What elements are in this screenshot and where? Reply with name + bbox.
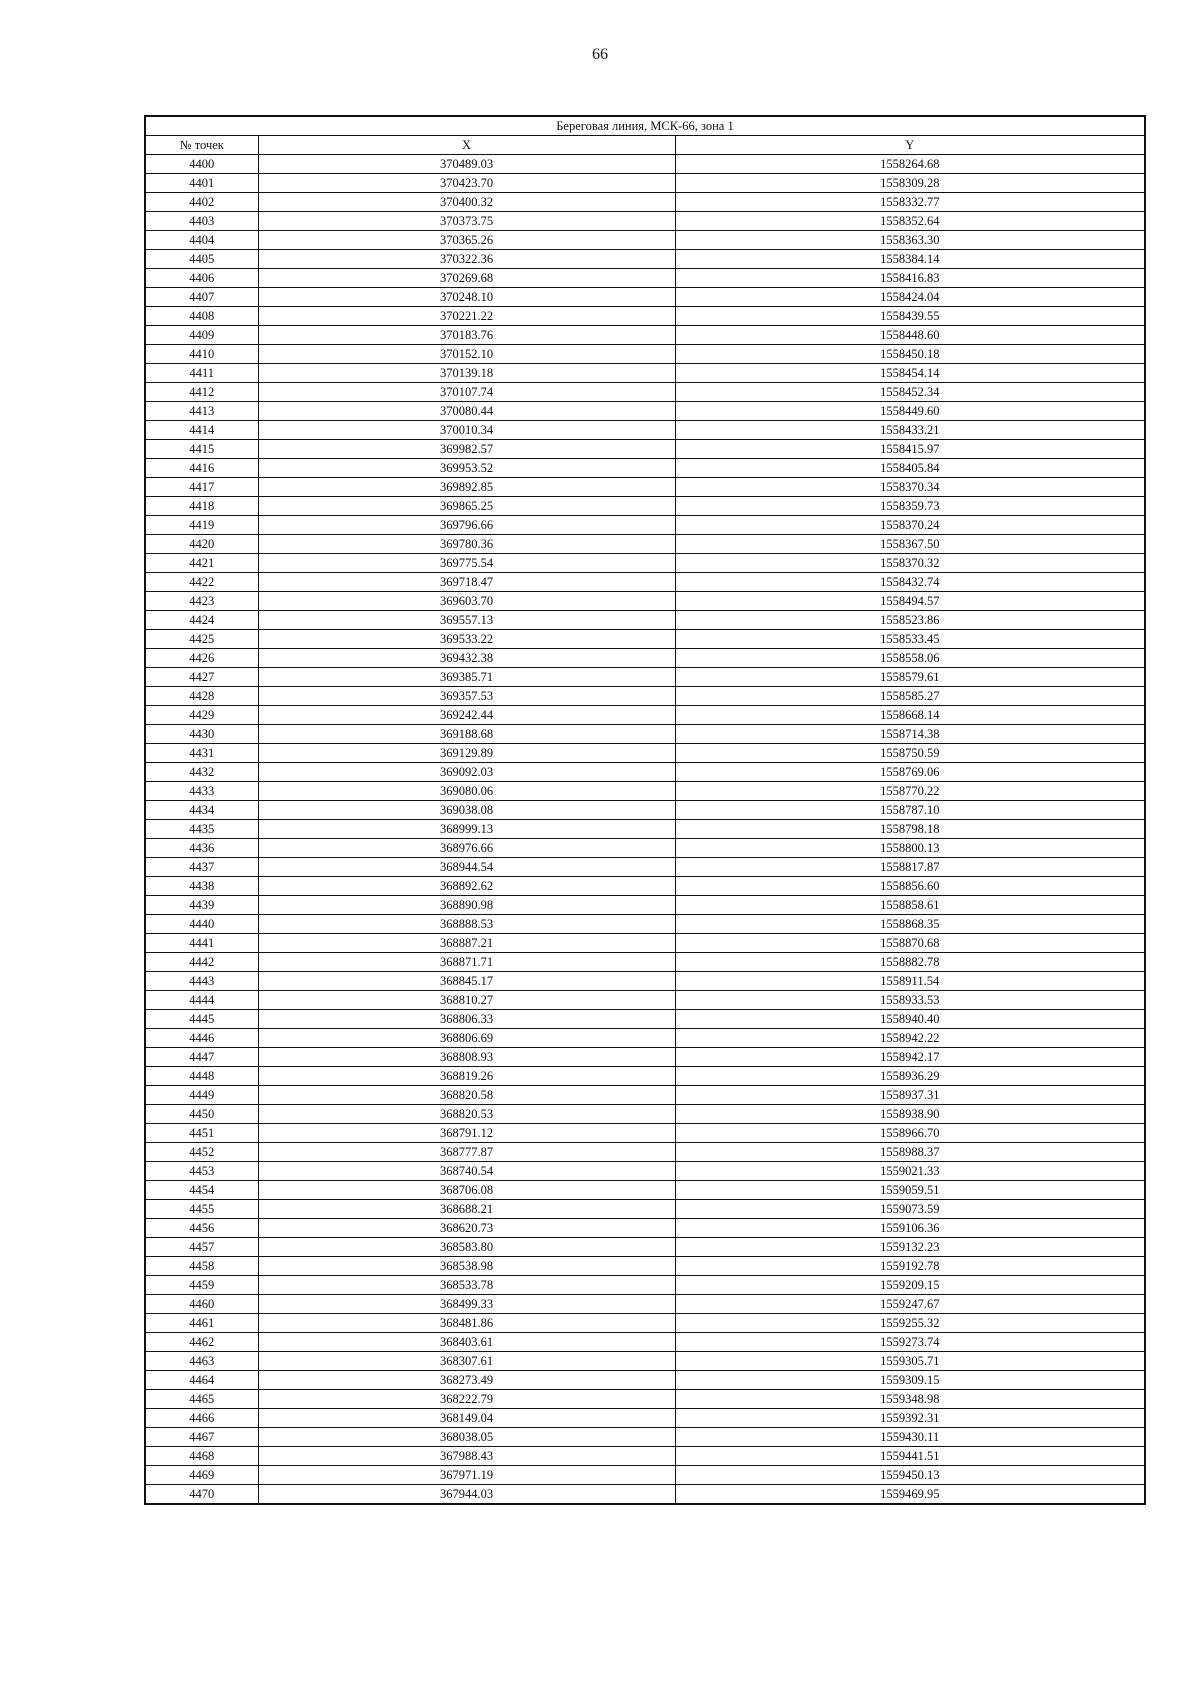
table-title: Береговая линия, МСК-66, зона 1 [145,116,1145,136]
table-row [145,1333,1145,1352]
cell-y: 1558940.40 [675,1010,1145,1029]
cell-y: 1558858.61 [675,896,1145,915]
cell-y: 1558405.84 [675,459,1145,478]
table-row [145,1371,1145,1390]
cell-x: 368481.86 [258,1314,675,1333]
cell-point-number: 4452 [145,1143,258,1162]
table-row [145,1295,1145,1314]
cell-point-number: 4463 [145,1352,258,1371]
cell-point-number: 4469 [145,1466,258,1485]
cell-x: 368038.05 [258,1428,675,1447]
cell-y: 1559021.33 [675,1162,1145,1181]
table-row [145,1352,1145,1371]
cell-y: 1558494.57 [675,592,1145,611]
cell-point-number: 4464 [145,1371,258,1390]
cell-x: 369242.44 [258,706,675,725]
cell-x: 370139.18 [258,364,675,383]
cell-point-number: 4460 [145,1295,258,1314]
table-row [145,383,1145,402]
cell-y: 1558415.97 [675,440,1145,459]
cell-point-number: 4403 [145,212,258,231]
cell-x: 370269.68 [258,269,675,288]
cell-y: 1558942.22 [675,1029,1145,1048]
cell-point-number: 4466 [145,1409,258,1428]
cell-point-number: 4431 [145,744,258,763]
cell-point-number: 4433 [145,782,258,801]
cell-y: 1559059.51 [675,1181,1145,1200]
cell-point-number: 4422 [145,573,258,592]
cell-y: 1559441.51 [675,1447,1145,1466]
table-row [145,364,1145,383]
cell-x: 370107.74 [258,383,675,402]
table-row [145,1257,1145,1276]
table-row [145,1314,1145,1333]
cell-point-number: 4441 [145,934,258,953]
cell-x: 369385.71 [258,668,675,687]
cell-x: 368999.13 [258,820,675,839]
cell-point-number: 4432 [145,763,258,782]
table-row [145,250,1145,269]
table-row [145,155,1145,174]
table-row [145,421,1145,440]
table-row [145,174,1145,193]
cell-x: 369775.54 [258,554,675,573]
cell-x: 367944.03 [258,1485,675,1505]
cell-y: 1558370.24 [675,516,1145,535]
table-row [145,611,1145,630]
table-row [145,744,1145,763]
cell-point-number: 4416 [145,459,258,478]
cell-y: 1559392.31 [675,1409,1145,1428]
cell-y: 1559450.13 [675,1466,1145,1485]
cell-point-number: 4435 [145,820,258,839]
cell-x: 368307.61 [258,1352,675,1371]
cell-point-number: 4448 [145,1067,258,1086]
cell-y: 1558264.68 [675,155,1145,174]
table-row [145,212,1145,231]
table-row [145,1428,1145,1447]
coordinates-table [144,115,1146,1505]
table-row [145,649,1145,668]
cell-point-number: 4420 [145,535,258,554]
cell-x: 368806.33 [258,1010,675,1029]
table-row [145,877,1145,896]
cell-point-number: 4461 [145,1314,258,1333]
table-header-row [145,136,1145,155]
cell-point-number: 4407 [145,288,258,307]
cell-y: 1558770.22 [675,782,1145,801]
cell-x: 370183.76 [258,326,675,345]
cell-y: 1559430.11 [675,1428,1145,1447]
cell-point-number: 4436 [145,839,258,858]
table-row [145,1067,1145,1086]
cell-point-number: 4450 [145,1105,258,1124]
table-row [145,1143,1145,1162]
cell-point-number: 4401 [145,174,258,193]
cell-x: 369892.85 [258,478,675,497]
cell-y: 1558911.54 [675,972,1145,991]
cell-y: 1558450.18 [675,345,1145,364]
table-row [145,269,1145,288]
cell-y: 1558868.35 [675,915,1145,934]
cell-y: 1558750.59 [675,744,1145,763]
cell-point-number: 4459 [145,1276,258,1295]
cell-x: 368890.98 [258,896,675,915]
table-row [145,1086,1145,1105]
cell-y: 1559309.15 [675,1371,1145,1390]
cell-x: 368273.49 [258,1371,675,1390]
cell-x: 368976.66 [258,839,675,858]
cell-point-number: 4408 [145,307,258,326]
cell-x: 369129.89 [258,744,675,763]
cell-point-number: 4454 [145,1181,258,1200]
table-row [145,1200,1145,1219]
cell-point-number: 4417 [145,478,258,497]
cell-x: 370248.10 [258,288,675,307]
cell-y: 1558942.17 [675,1048,1145,1067]
cell-y: 1558800.13 [675,839,1145,858]
cell-y: 1559255.32 [675,1314,1145,1333]
cell-x: 368688.21 [258,1200,675,1219]
cell-y: 1559132.23 [675,1238,1145,1257]
cell-x: 368892.62 [258,877,675,896]
cell-point-number: 4445 [145,1010,258,1029]
cell-point-number: 4429 [145,706,258,725]
cell-point-number: 4430 [145,725,258,744]
cell-x: 368538.98 [258,1257,675,1276]
cell-y: 1559192.78 [675,1257,1145,1276]
cell-x: 368533.78 [258,1276,675,1295]
table-row [145,307,1145,326]
cell-point-number: 4428 [145,687,258,706]
cell-point-number: 4449 [145,1086,258,1105]
cell-point-number: 4411 [145,364,258,383]
table-row [145,858,1145,877]
cell-y: 1558966.70 [675,1124,1145,1143]
table-row [145,839,1145,858]
cell-point-number: 4421 [145,554,258,573]
cell-y: 1558416.83 [675,269,1145,288]
table-row [145,630,1145,649]
table-row [145,554,1145,573]
cell-point-number: 4427 [145,668,258,687]
cell-point-number: 4434 [145,801,258,820]
cell-y: 1559209.15 [675,1276,1145,1295]
cell-x: 368888.53 [258,915,675,934]
column-header-y: Y [675,136,1145,155]
cell-point-number: 4438 [145,877,258,896]
cell-point-number: 4406 [145,269,258,288]
table-row [145,972,1145,991]
cell-x: 368887.21 [258,934,675,953]
cell-y: 1558352.64 [675,212,1145,231]
table-row [145,1238,1145,1257]
table-row [145,934,1145,953]
cell-y: 1558937.31 [675,1086,1145,1105]
cell-y: 1558309.28 [675,174,1145,193]
table-row [145,782,1145,801]
table-row [145,1447,1145,1466]
cell-x: 368810.27 [258,991,675,1010]
table-row [145,440,1145,459]
cell-y: 1558817.87 [675,858,1145,877]
cell-point-number: 4467 [145,1428,258,1447]
cell-x: 369982.57 [258,440,675,459]
cell-x: 369718.47 [258,573,675,592]
cell-x: 368583.80 [258,1238,675,1257]
cell-x: 367971.19 [258,1466,675,1485]
table-body [145,155,1145,1505]
cell-y: 1558882.78 [675,953,1145,972]
table-row [145,535,1145,554]
cell-x: 370152.10 [258,345,675,364]
cell-x: 369432.38 [258,649,675,668]
table-row [145,345,1145,364]
table-row [145,516,1145,535]
cell-point-number: 4465 [145,1390,258,1409]
cell-y: 1558370.34 [675,478,1145,497]
table-row [145,1010,1145,1029]
cell-x: 370322.36 [258,250,675,269]
table-row [145,459,1145,478]
table-row [145,1181,1145,1200]
cell-point-number: 4402 [145,193,258,212]
cell-x: 370365.26 [258,231,675,250]
cell-x: 368871.71 [258,953,675,972]
cell-x: 370400.32 [258,193,675,212]
column-header-x: X [258,136,675,155]
cell-x: 370489.03 [258,155,675,174]
cell-point-number: 4444 [145,991,258,1010]
cell-x: 369188.68 [258,725,675,744]
table-row [145,573,1145,592]
table-row [145,725,1145,744]
cell-y: 1558439.55 [675,307,1145,326]
cell-point-number: 4400 [145,155,258,174]
cell-y: 1559305.71 [675,1352,1145,1371]
cell-y: 1558384.14 [675,250,1145,269]
cell-point-number: 4442 [145,953,258,972]
cell-y: 1559273.74 [675,1333,1145,1352]
cell-y: 1558938.90 [675,1105,1145,1124]
cell-point-number: 4470 [145,1485,258,1505]
table-row [145,1219,1145,1238]
cell-point-number: 4451 [145,1124,258,1143]
cell-point-number: 4423 [145,592,258,611]
table-title-row [145,116,1145,136]
cell-point-number: 4455 [145,1200,258,1219]
cell-y: 1558452.34 [675,383,1145,402]
cell-point-number: 4410 [145,345,258,364]
table-row [145,801,1145,820]
cell-y: 1558432.74 [675,573,1145,592]
table-row [145,991,1145,1010]
cell-y: 1558367.50 [675,535,1145,554]
cell-point-number: 4443 [145,972,258,991]
cell-point-number: 4424 [145,611,258,630]
table-row [145,592,1145,611]
cell-x: 369092.03 [258,763,675,782]
cell-x: 368222.79 [258,1390,675,1409]
cell-point-number: 4418 [145,497,258,516]
cell-point-number: 4456 [145,1219,258,1238]
table-row [145,706,1145,725]
cell-x: 368820.53 [258,1105,675,1124]
cell-point-number: 4457 [145,1238,258,1257]
cell-y: 1558533.45 [675,630,1145,649]
cell-y: 1558332.77 [675,193,1145,212]
table-row [145,1485,1145,1505]
cell-x: 370221.22 [258,307,675,326]
cell-x: 368806.69 [258,1029,675,1048]
table-row [145,402,1145,421]
table-row [145,1105,1145,1124]
cell-y: 1558714.38 [675,725,1145,744]
cell-y: 1558769.06 [675,763,1145,782]
table-row [145,1124,1145,1143]
cell-point-number: 4414 [145,421,258,440]
table-row [145,820,1145,839]
cell-y: 1558579.61 [675,668,1145,687]
table-row [145,668,1145,687]
cell-x: 369796.66 [258,516,675,535]
cell-y: 1558433.21 [675,421,1145,440]
cell-x: 368845.17 [258,972,675,991]
cell-x: 368620.73 [258,1219,675,1238]
cell-y: 1558787.10 [675,801,1145,820]
cell-x: 368777.87 [258,1143,675,1162]
table-row [145,1276,1145,1295]
cell-point-number: 4426 [145,649,258,668]
cell-y: 1558424.04 [675,288,1145,307]
cell-y: 1558370.32 [675,554,1145,573]
cell-point-number: 4468 [145,1447,258,1466]
cell-y: 1558856.60 [675,877,1145,896]
cell-point-number: 4425 [145,630,258,649]
cell-point-number: 4409 [145,326,258,345]
table-row [145,1029,1145,1048]
table-row [145,1466,1145,1485]
cell-x: 370080.44 [258,402,675,421]
cell-x: 368706.08 [258,1181,675,1200]
cell-point-number: 4462 [145,1333,258,1352]
cell-y: 1559106.36 [675,1219,1145,1238]
cell-y: 1558668.14 [675,706,1145,725]
table-row [145,1162,1145,1181]
cell-point-number: 4412 [145,383,258,402]
cell-y: 1558523.86 [675,611,1145,630]
cell-x: 369533.22 [258,630,675,649]
cell-x: 368808.93 [258,1048,675,1067]
cell-x: 369557.13 [258,611,675,630]
cell-point-number: 4437 [145,858,258,877]
table-row [145,231,1145,250]
cell-x: 368791.12 [258,1124,675,1143]
cell-y: 1558359.73 [675,497,1145,516]
cell-point-number: 4447 [145,1048,258,1067]
table-row [145,687,1145,706]
cell-x: 370373.75 [258,212,675,231]
cell-x: 370010.34 [258,421,675,440]
table-row [145,915,1145,934]
cell-y: 1558798.18 [675,820,1145,839]
cell-point-number: 4405 [145,250,258,269]
cell-y: 1558449.60 [675,402,1145,421]
table-row [145,193,1145,212]
table-row [145,326,1145,345]
table-row [145,1390,1145,1409]
cell-x: 369038.08 [258,801,675,820]
cell-y: 1558363.30 [675,231,1145,250]
cell-y: 1559247.67 [675,1295,1145,1314]
table-row [145,1048,1145,1067]
cell-x: 369603.70 [258,592,675,611]
cell-y: 1558454.14 [675,364,1145,383]
cell-x: 369780.36 [258,535,675,554]
cell-point-number: 4453 [145,1162,258,1181]
cell-point-number: 4439 [145,896,258,915]
cell-x: 368403.61 [258,1333,675,1352]
cell-y: 1559348.98 [675,1390,1145,1409]
table-row [145,288,1145,307]
cell-y: 1559073.59 [675,1200,1145,1219]
cell-x: 370423.70 [258,174,675,193]
table-row [145,896,1145,915]
table-row [145,763,1145,782]
cell-point-number: 4404 [145,231,258,250]
cell-point-number: 4458 [145,1257,258,1276]
table-row [145,478,1145,497]
cell-y: 1558933.53 [675,991,1145,1010]
cell-x: 367988.43 [258,1447,675,1466]
table-row [145,1409,1145,1428]
cell-point-number: 4440 [145,915,258,934]
cell-x: 368819.26 [258,1067,675,1086]
cell-x: 368740.54 [258,1162,675,1181]
cell-y: 1558448.60 [675,326,1145,345]
cell-x: 368820.58 [258,1086,675,1105]
cell-point-number: 4415 [145,440,258,459]
table-row [145,953,1145,972]
page-number: 66 [592,46,608,63]
table-row [145,497,1145,516]
cell-y: 1558936.29 [675,1067,1145,1086]
cell-y: 1558558.06 [675,649,1145,668]
cell-point-number: 4446 [145,1029,258,1048]
cell-y: 1558585.27 [675,687,1145,706]
cell-x: 369357.53 [258,687,675,706]
cell-x: 368499.33 [258,1295,675,1314]
cell-point-number: 4413 [145,402,258,421]
cell-x: 369953.52 [258,459,675,478]
cell-point-number: 4419 [145,516,258,535]
cell-x: 369080.06 [258,782,675,801]
cell-x: 368944.54 [258,858,675,877]
cell-y: 1558988.37 [675,1143,1145,1162]
column-header-point-number: № точек [145,136,258,155]
cell-y: 1559469.95 [675,1485,1145,1505]
cell-y: 1558870.68 [675,934,1145,953]
cell-x: 369865.25 [258,497,675,516]
cell-x: 368149.04 [258,1409,675,1428]
